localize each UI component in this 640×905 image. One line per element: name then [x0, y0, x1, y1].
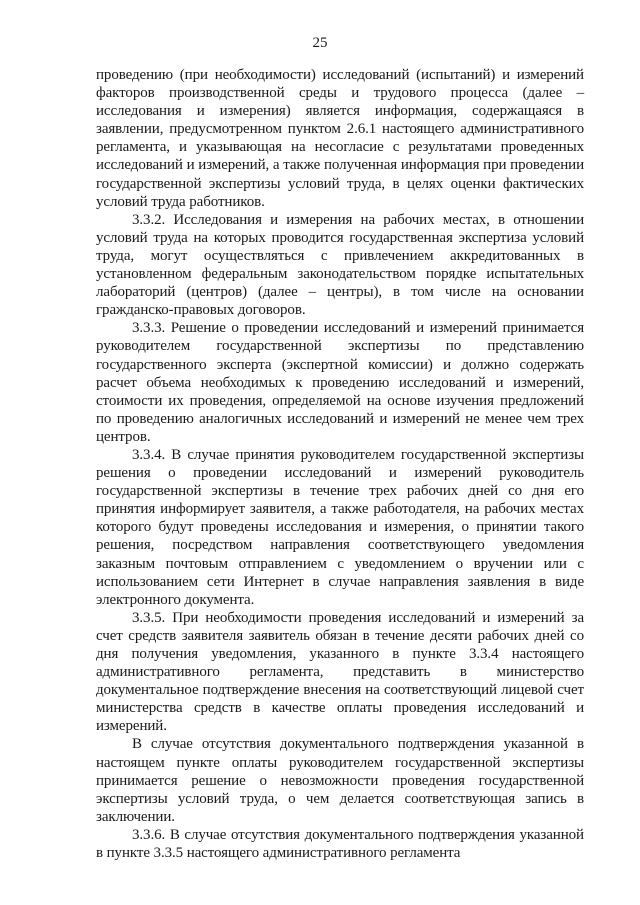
paragraph-payment-absence: В случае отсутствия документального подтверждения указанной в настоящем пункте оплаты руководителем государственной экспертизы принимается решение о невозможности проведения государственной экспертизы условий труда, о чем делается соответствующая запись в заключении.: [96, 736, 584, 825]
paragraph-continuation: проведению (при необходимости) исследований (испытаний) и измерений факторов производственной среды и трудового процесса (далее – исследования и измерения) является информация, содержащаяся в заявлении, предусмотренном пунктом 2.6.1 настоящего административного регламента, и указывающая на несогласие с результатами проведенных исследований и измерений, а также полученная информация при проведении государственной экспертизы условий труда, в целях оценки фактических условий труда работников.: [96, 67, 584, 210]
page-number: 25: [312, 35, 328, 51]
paragraph-3-3-5: 3.3.5. При необходимости проведения исследований и измерений за счет средств заявителя заявитель обязан в течение десяти рабочих дней со дня получения уведомления, указанного в пункте 3.3.4 настоящего административного регламента, представить в министерство документальное подтверждение внесения на соответствующий лицевой счет министерства средств в качестве оплаты проведения исследований и измерений.: [96, 609, 584, 735]
paragraph-3-3-4: 3.3.4. В случае принятия руководителем государственной экспертизы решения о проведении исследований и измерений руководитель государственной экспертизы в течение трех рабочих дней со дня его принятия информирует заявителя, а также работодателя, на рабочих местах которого будут проведены исследования и измерения, о принятии такого решения, посредством направления соответствующего уведомления заказным почтовым отправлением с уведомлением о вручении или с использованием сети Интернет в случае направления заявления в виде электронного документа.: [96, 446, 584, 608]
document-body: [96, 66, 584, 862]
paragraph-3-3-6: 3.3.6. В случае отсутствия документального подтверждения указанной в пункте 3.3.5 настоящего административного регламента: [96, 826, 584, 862]
paragraph-3-3-2: 3.3.2. Исследования и измерения на рабочих местах, в отношении условий труда на которых проводится государственная экспертиза условий труда, могут осуществляться с привлечением аккредитованных в установленном федеральным законодательством порядке испытательных лабораторий (центров) (далее – центры), в том числе на основании гражданско-правовых договоров.: [96, 211, 584, 319]
paragraph-3-3-3: 3.3.3. Решение о проведении исследований и измерений принимается руководителем государственной экспертизы по представлению государственного эксперта (экспертной комиссии) и должно содержать расчет объема необходимых к проведению исследований и измерений, стоимости их проведения, определяемой на основе изучения предложений по проведению аналогичных исследований и измерений не менее чем трех центров.: [96, 320, 584, 445]
